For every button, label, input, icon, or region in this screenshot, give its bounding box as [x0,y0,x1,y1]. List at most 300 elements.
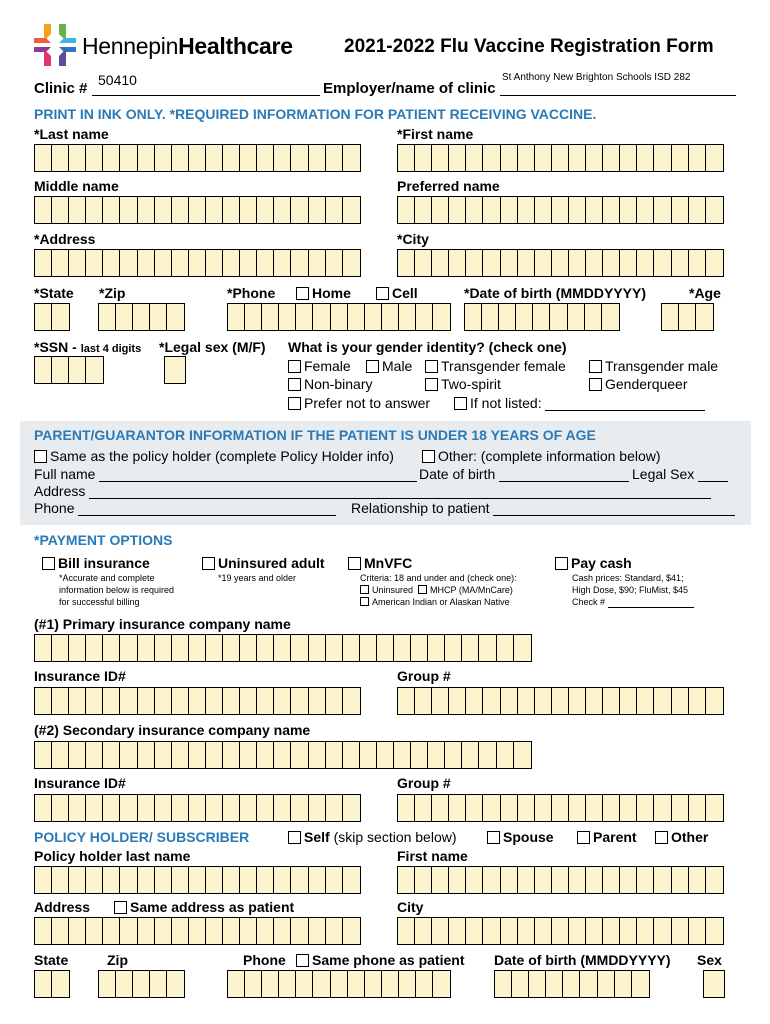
char-cell[interactable] [552,867,569,893]
char-cell[interactable] [189,145,206,171]
char-cell[interactable] [662,304,679,330]
char-cell[interactable] [654,197,671,223]
char-cell[interactable] [52,304,69,330]
char-cell[interactable] [535,145,552,171]
char-cell[interactable] [138,867,155,893]
self-checkbox[interactable] [288,831,301,844]
char-cell[interactable] [428,635,445,661]
char-cell[interactable] [189,742,206,768]
char-cell[interactable] [518,250,535,276]
char-cell[interactable] [654,145,671,171]
char-cell[interactable] [535,867,552,893]
trans-female-checkbox[interactable] [425,360,438,373]
char-cell[interactable] [398,918,415,944]
char-cell[interactable] [52,742,69,768]
char-cell[interactable] [518,145,535,171]
char-cell[interactable] [257,742,274,768]
gender-male[interactable] [366,358,412,374]
char-cell[interactable] [86,635,103,661]
char-cell[interactable] [274,688,291,714]
char-cell[interactable] [689,795,706,821]
char-cell[interactable] [69,197,86,223]
char-cell[interactable] [518,918,535,944]
char-cell[interactable] [535,918,552,944]
char-cell[interactable] [262,304,279,330]
char-cell[interactable] [696,304,713,330]
char-cell[interactable] [552,250,569,276]
char-cell[interactable] [552,197,569,223]
char-cell[interactable] [309,688,326,714]
char-cell[interactable] [189,688,206,714]
char-cell[interactable] [138,918,155,944]
char-cell[interactable] [172,635,189,661]
char-cell[interactable] [706,688,723,714]
other-checkbox[interactable] [422,450,435,463]
char-cell[interactable] [382,304,399,330]
char-cell[interactable] [245,971,262,997]
char-cell[interactable] [257,250,274,276]
trans-male-checkbox[interactable] [589,360,602,373]
char-cell[interactable] [637,688,654,714]
home-checkbox[interactable] [296,287,309,300]
uninsured-checkbox[interactable] [202,557,215,570]
char-cell[interactable] [103,867,120,893]
char-cell[interactable] [394,635,411,661]
char-cell[interactable] [568,304,585,330]
char-cell[interactable] [103,635,120,661]
policy-phone-boxes[interactable] [227,970,451,998]
last-name-boxes[interactable] [34,144,361,172]
char-cell[interactable] [466,867,483,893]
char-cell[interactable] [274,250,291,276]
char-cell[interactable] [706,795,723,821]
char-cell[interactable] [689,197,706,223]
char-cell[interactable] [240,795,257,821]
spouse-option[interactable] [487,829,554,845]
char-cell[interactable] [35,795,52,821]
char-cell[interactable] [138,197,155,223]
char-cell[interactable] [291,145,308,171]
char-cell[interactable] [535,197,552,223]
char-cell[interactable] [86,145,103,171]
check-number-field[interactable] [608,598,694,608]
char-cell[interactable] [189,250,206,276]
char-cell[interactable] [580,971,597,997]
guarantor-dob-field[interactable] [499,468,629,482]
char-cell[interactable] [679,304,696,330]
char-cell[interactable] [672,795,689,821]
char-cell[interactable] [326,250,343,276]
char-cell[interactable] [291,795,308,821]
char-cell[interactable] [103,250,120,276]
char-cell[interactable] [672,197,689,223]
self-option[interactable] [288,829,457,845]
char-cell[interactable] [120,688,137,714]
char-cell[interactable] [598,971,615,997]
char-cell[interactable] [348,304,365,330]
char-cell[interactable] [432,918,449,944]
char-cell[interactable] [466,688,483,714]
char-cell[interactable] [620,145,637,171]
char-cell[interactable] [518,795,535,821]
char-cell[interactable] [189,795,206,821]
char-cell[interactable] [415,197,432,223]
char-cell[interactable] [483,867,500,893]
char-cell[interactable] [245,304,262,330]
char-cell[interactable] [189,867,206,893]
char-cell[interactable] [257,867,274,893]
char-cell[interactable] [603,145,620,171]
char-cell[interactable] [654,918,671,944]
char-cell[interactable] [120,918,137,944]
policy-first-name-boxes[interactable] [397,866,724,894]
address-boxes[interactable] [34,249,361,277]
char-cell[interactable] [615,971,632,997]
char-cell[interactable] [416,304,433,330]
char-cell[interactable] [274,742,291,768]
char-cell[interactable] [257,918,274,944]
char-cell[interactable] [533,304,550,330]
char-cell[interactable] [672,918,689,944]
char-cell[interactable] [35,742,52,768]
age-boxes[interactable] [661,303,714,331]
char-cell[interactable] [632,971,649,997]
char-cell[interactable] [637,795,654,821]
char-cell[interactable] [654,250,671,276]
char-cell[interactable] [654,867,671,893]
char-cell[interactable] [603,867,620,893]
char-cell[interactable] [240,742,257,768]
char-cell[interactable] [466,145,483,171]
char-cell[interactable] [586,867,603,893]
char-cell[interactable] [120,742,137,768]
char-cell[interactable] [415,795,432,821]
char-cell[interactable] [52,795,69,821]
char-cell[interactable] [654,688,671,714]
char-cell[interactable] [155,250,172,276]
char-cell[interactable] [206,145,223,171]
char-cell[interactable] [620,250,637,276]
char-cell[interactable] [167,971,184,997]
char-cell[interactable] [99,971,116,997]
char-cell[interactable] [343,795,360,821]
char-cell[interactable] [326,635,343,661]
char-cell[interactable] [223,197,240,223]
char-cell[interactable] [432,795,449,821]
char-cell[interactable] [603,795,620,821]
char-cell[interactable] [103,742,120,768]
char-cell[interactable] [398,867,415,893]
char-cell[interactable] [479,635,496,661]
char-cell[interactable] [449,918,466,944]
char-cell[interactable] [291,918,308,944]
char-cell[interactable] [172,795,189,821]
char-cell[interactable] [52,250,69,276]
policy-city-boxes[interactable] [397,917,724,945]
char-cell[interactable] [206,250,223,276]
char-cell[interactable] [150,971,167,997]
char-cell[interactable] [69,688,86,714]
char-cell[interactable] [223,145,240,171]
char-cell[interactable] [189,197,206,223]
char-cell[interactable] [620,795,637,821]
char-cell[interactable] [586,145,603,171]
char-cell[interactable] [172,197,189,223]
char-cell[interactable] [52,867,69,893]
char-cell[interactable] [569,867,586,893]
char-cell[interactable] [206,197,223,223]
char-cell[interactable] [586,795,603,821]
char-cell[interactable] [240,197,257,223]
char-cell[interactable] [52,688,69,714]
char-cell[interactable] [291,197,308,223]
char-cell[interactable] [35,357,52,383]
secondary-insurance-id-boxes[interactable] [34,794,361,822]
policy-zip-boxes[interactable] [98,970,185,998]
char-cell[interactable] [535,250,552,276]
char-cell[interactable] [223,867,240,893]
char-cell[interactable] [313,971,330,997]
char-cell[interactable] [466,795,483,821]
char-cell[interactable] [228,304,245,330]
char-cell[interactable] [309,867,326,893]
char-cell[interactable] [155,145,172,171]
char-cell[interactable] [445,742,462,768]
char-cell[interactable] [155,867,172,893]
char-cell[interactable] [86,867,103,893]
legal-sex-box[interactable] [164,356,186,384]
char-cell[interactable] [706,867,723,893]
gender-female[interactable] [288,358,351,374]
char-cell[interactable] [35,918,52,944]
prefer-not-checkbox[interactable] [288,397,301,410]
char-cell[interactable] [172,918,189,944]
char-cell[interactable] [343,918,360,944]
char-cell[interactable] [52,971,69,997]
phone-boxes[interactable] [227,303,451,331]
pay-cash-option[interactable] [555,555,632,571]
char-cell[interactable] [586,250,603,276]
char-cell[interactable] [223,635,240,661]
char-cell[interactable] [138,635,155,661]
gender-trans-female[interactable] [425,358,566,374]
char-cell[interactable] [672,867,689,893]
char-cell[interactable] [343,742,360,768]
char-cell[interactable] [331,971,348,997]
char-cell[interactable] [343,867,360,893]
char-cell[interactable] [86,250,103,276]
char-cell[interactable] [689,688,706,714]
char-cell[interactable] [382,971,399,997]
policy-last-name-boxes[interactable] [34,866,361,894]
char-cell[interactable] [274,197,291,223]
char-cell[interactable] [415,250,432,276]
char-cell[interactable] [133,304,150,330]
char-cell[interactable] [35,635,52,661]
char-cell[interactable] [433,971,450,997]
char-cell[interactable] [415,867,432,893]
char-cell[interactable] [326,742,343,768]
char-cell[interactable] [501,197,518,223]
char-cell[interactable] [495,971,512,997]
char-cell[interactable] [569,145,586,171]
char-cell[interactable] [377,635,394,661]
char-cell[interactable] [274,145,291,171]
first-name-boxes[interactable] [397,144,724,172]
char-cell[interactable] [637,197,654,223]
char-cell[interactable] [120,867,137,893]
other-relation-option[interactable] [655,829,708,845]
char-cell[interactable] [479,742,496,768]
char-cell[interactable] [35,250,52,276]
gender-nonbinary[interactable] [288,376,372,392]
char-cell[interactable] [326,197,343,223]
nonbinary-checkbox[interactable] [288,378,301,391]
char-cell[interactable] [274,635,291,661]
char-cell[interactable] [326,145,343,171]
char-cell[interactable] [309,250,326,276]
char-cell[interactable] [449,688,466,714]
char-cell[interactable] [150,304,167,330]
char-cell[interactable] [274,795,291,821]
char-cell[interactable] [52,357,69,383]
char-cell[interactable] [279,304,296,330]
char-cell[interactable] [103,918,120,944]
bill-insurance-checkbox[interactable] [42,557,55,570]
char-cell[interactable] [483,795,500,821]
char-cell[interactable] [326,867,343,893]
gender-not-listed[interactable] [454,395,705,411]
char-cell[interactable] [99,304,116,330]
male-checkbox[interactable] [366,360,379,373]
char-cell[interactable] [552,918,569,944]
char-cell[interactable] [52,918,69,944]
char-cell[interactable] [432,250,449,276]
char-cell[interactable] [449,145,466,171]
char-cell[interactable] [501,688,518,714]
char-cell[interactable] [240,688,257,714]
mnvfc-mhcp-checkbox[interactable] [418,585,427,594]
char-cell[interactable] [309,197,326,223]
char-cell[interactable] [398,145,415,171]
char-cell[interactable] [586,918,603,944]
guarantor-same[interactable] [34,448,394,464]
char-cell[interactable] [569,197,586,223]
char-cell[interactable] [689,250,706,276]
char-cell[interactable] [86,742,103,768]
cell-checkbox[interactable] [376,287,389,300]
policy-dob-boxes[interactable] [494,970,650,998]
char-cell[interactable] [274,918,291,944]
char-cell[interactable] [52,145,69,171]
clinic-field[interactable] [92,72,320,96]
char-cell[interactable] [672,250,689,276]
char-cell[interactable] [35,971,52,997]
char-cell[interactable] [228,971,245,997]
char-cell[interactable] [206,795,223,821]
char-cell[interactable] [155,688,172,714]
char-cell[interactable] [518,867,535,893]
middle-name-boxes[interactable] [34,196,361,224]
char-cell[interactable] [465,304,482,330]
char-cell[interactable] [291,867,308,893]
mnvfc-uninsured-checkbox[interactable] [360,585,369,594]
char-cell[interactable] [449,250,466,276]
char-cell[interactable] [120,250,137,276]
policy-address-boxes[interactable] [34,917,361,945]
char-cell[interactable] [274,867,291,893]
char-cell[interactable] [706,145,723,171]
char-cell[interactable] [569,918,586,944]
char-cell[interactable] [326,918,343,944]
char-cell[interactable] [69,250,86,276]
char-cell[interactable] [432,145,449,171]
char-cell[interactable] [172,250,189,276]
state-boxes[interactable] [34,303,70,331]
char-cell[interactable] [35,145,52,171]
char-cell[interactable] [223,250,240,276]
two-spirit-checkbox[interactable] [425,378,438,391]
char-cell[interactable] [291,688,308,714]
primary-insurance-boxes[interactable] [34,634,532,662]
char-cell[interactable] [514,635,531,661]
char-cell[interactable] [326,795,343,821]
char-cell[interactable] [360,635,377,661]
char-cell[interactable] [411,742,428,768]
char-cell[interactable] [279,971,296,997]
char-cell[interactable] [343,250,360,276]
uninsured-option[interactable] [202,555,325,571]
char-cell[interactable] [103,197,120,223]
char-cell[interactable] [52,635,69,661]
char-cell[interactable] [348,971,365,997]
char-cell[interactable] [69,742,86,768]
char-cell[interactable] [262,971,279,997]
char-cell[interactable] [620,688,637,714]
char-cell[interactable] [86,357,103,383]
char-cell[interactable] [569,688,586,714]
char-cell[interactable] [309,742,326,768]
char-cell[interactable] [206,867,223,893]
char-cell[interactable] [120,197,137,223]
char-cell[interactable] [550,304,567,330]
char-cell[interactable] [172,688,189,714]
char-cell[interactable] [483,197,500,223]
char-cell[interactable] [309,635,326,661]
char-cell[interactable] [165,357,185,383]
char-cell[interactable] [535,688,552,714]
char-cell[interactable] [672,145,689,171]
char-cell[interactable] [483,145,500,171]
char-cell[interactable] [514,742,531,768]
char-cell[interactable] [69,635,86,661]
char-cell[interactable] [155,795,172,821]
mnvfc-native-checkbox[interactable] [360,597,369,606]
char-cell[interactable] [189,635,206,661]
not-listed-field[interactable] [545,397,705,411]
char-cell[interactable] [86,918,103,944]
char-cell[interactable] [398,197,415,223]
same-address-checkbox[interactable] [114,901,127,914]
char-cell[interactable] [365,304,382,330]
char-cell[interactable] [309,918,326,944]
primary-insurance-id-boxes[interactable] [34,687,361,715]
char-cell[interactable] [552,145,569,171]
secondary-group-boxes[interactable] [397,794,724,822]
secondary-insurance-boxes[interactable] [34,741,532,769]
char-cell[interactable] [415,918,432,944]
char-cell[interactable] [343,635,360,661]
